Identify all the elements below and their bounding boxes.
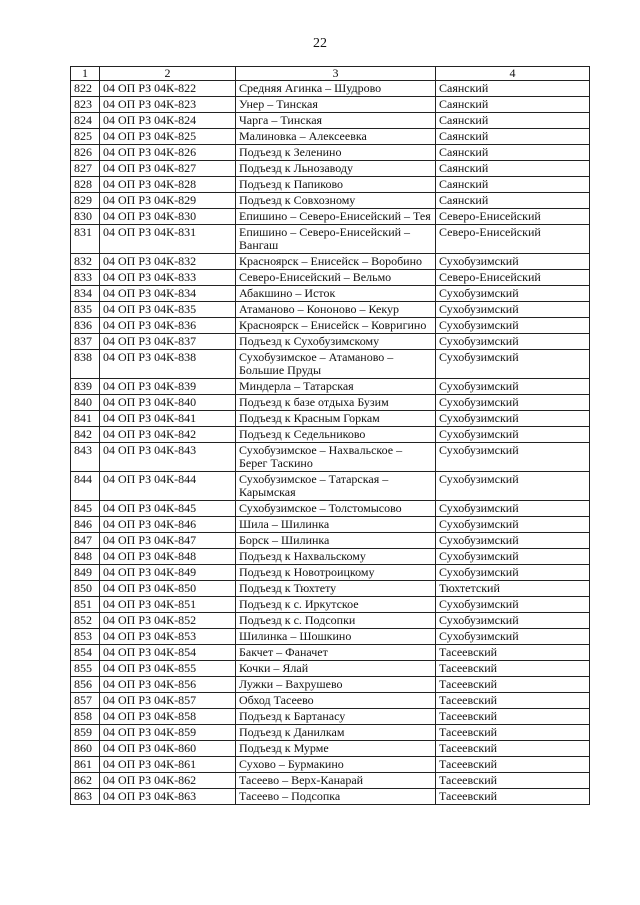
table-row	[71, 129, 590, 145]
district-cell: Сухобузимский	[436, 549, 590, 565]
row-number-cell: 830	[71, 209, 100, 225]
district-cell: Сухобузимский	[436, 517, 590, 533]
row-number-cell: 853	[71, 629, 100, 645]
road-code-cell: 04 ОП РЗ 04К-827	[100, 161, 236, 177]
district-cell: Сухобузимский	[436, 501, 590, 517]
row-number-cell: 828	[71, 177, 100, 193]
road-code-cell: 04 ОП РЗ 04К-851	[100, 597, 236, 613]
column-header-1: 1	[71, 67, 100, 81]
district-cell: Тасеевский	[436, 741, 590, 757]
table-row	[71, 302, 590, 318]
road-name-cell: Подъезд к Нахвальскому	[236, 549, 436, 565]
row-number-cell: 831	[71, 225, 100, 254]
row-number-cell: 846	[71, 517, 100, 533]
row-number-cell: 825	[71, 129, 100, 145]
road-name-cell: Подъезд к Красным Горкам	[236, 411, 436, 427]
road-name-cell: Подъезд к Новотроицкому	[236, 565, 436, 581]
table-row	[71, 286, 590, 302]
road-name-cell: Тасеево – Верх-Канарай	[236, 773, 436, 789]
district-cell: Саянский	[436, 145, 590, 161]
district-cell: Северо-Енисейский	[436, 270, 590, 286]
road-code-cell: 04 ОП РЗ 04К-856	[100, 677, 236, 693]
table-row	[71, 209, 590, 225]
district-cell: Северо-Енисейский	[436, 225, 590, 254]
road-code-cell: 04 ОП РЗ 04К-847	[100, 533, 236, 549]
row-number-cell: 824	[71, 113, 100, 129]
row-number-cell: 860	[71, 741, 100, 757]
district-cell: Саянский	[436, 113, 590, 129]
road-code-cell: 04 ОП РЗ 04К-849	[100, 565, 236, 581]
table-row	[71, 145, 590, 161]
road-code-cell: 04 ОП РЗ 04К-823	[100, 97, 236, 113]
row-number-cell: 850	[71, 581, 100, 597]
road-name-cell: Средняя Агинка – Шудрово	[236, 81, 436, 97]
road-name-cell: Подъезд к Зеленино	[236, 145, 436, 161]
district-cell: Сухобузимский	[436, 597, 590, 613]
row-number-cell: 854	[71, 645, 100, 661]
table-row	[71, 411, 590, 427]
row-number-cell: 857	[71, 693, 100, 709]
road-code-cell: 04 ОП РЗ 04К-840	[100, 395, 236, 411]
road-name-cell: Обход Тасеево	[236, 693, 436, 709]
road-code-cell: 04 ОП РЗ 04К-837	[100, 334, 236, 350]
district-cell: Саянский	[436, 161, 590, 177]
district-cell: Сухобузимский	[436, 350, 590, 379]
table-row	[71, 613, 590, 629]
road-name-cell: Кочки – Ялай	[236, 661, 436, 677]
road-name-cell: Чарга – Тинская	[236, 113, 436, 129]
district-cell: Саянский	[436, 193, 590, 209]
road-name-cell: Подъезд к Седельниково	[236, 427, 436, 443]
table-row	[71, 225, 590, 254]
road-name-cell: Тасеево – Подсопка	[236, 789, 436, 805]
road-code-cell: 04 ОП РЗ 04К-861	[100, 757, 236, 773]
road-code-cell: 04 ОП РЗ 04К-828	[100, 177, 236, 193]
road-code-cell: 04 ОП РЗ 04К-832	[100, 254, 236, 270]
row-number-cell: 827	[71, 161, 100, 177]
road-code-cell: 04 ОП РЗ 04К-836	[100, 318, 236, 334]
road-name-cell: Подъезд к Тюхтету	[236, 581, 436, 597]
row-number-cell: 849	[71, 565, 100, 581]
road-code-cell: 04 ОП РЗ 04К-835	[100, 302, 236, 318]
column-header-4: 4	[436, 67, 590, 81]
page-number: 22	[313, 36, 327, 51]
road-name-cell: Подъезд к с. Иркутское	[236, 597, 436, 613]
table-row	[71, 161, 590, 177]
table-row	[71, 757, 590, 773]
table-row	[71, 395, 590, 411]
district-cell: Тюхтетский	[436, 581, 590, 597]
road-name-cell: Сухобузимское – Татарская – Карымская	[236, 472, 436, 501]
table-row	[71, 629, 590, 645]
road-name-cell: Подъезд к Мурме	[236, 741, 436, 757]
road-code-cell: 04 ОП РЗ 04К-862	[100, 773, 236, 789]
table-row	[71, 725, 590, 741]
table-row	[71, 193, 590, 209]
road-name-cell: Шила – Шилинка	[236, 517, 436, 533]
road-code-cell: 04 ОП РЗ 04К-831	[100, 225, 236, 254]
road-name-cell: Подъезд к Данилкам	[236, 725, 436, 741]
district-cell: Тасеевский	[436, 773, 590, 789]
road-code-cell: 04 ОП РЗ 04К-855	[100, 661, 236, 677]
district-cell: Саянский	[436, 81, 590, 97]
table-row	[71, 379, 590, 395]
table-row	[71, 81, 590, 97]
table-row	[71, 709, 590, 725]
district-cell: Сухобузимский	[436, 565, 590, 581]
road-name-cell: Лужки – Вахрушево	[236, 677, 436, 693]
row-number-cell: 855	[71, 661, 100, 677]
road-code-cell: 04 ОП РЗ 04К-845	[100, 501, 236, 517]
road-code-cell: 04 ОП РЗ 04К-825	[100, 129, 236, 145]
district-cell: Сухобузимский	[436, 334, 590, 350]
row-number-cell: 851	[71, 597, 100, 613]
road-code-cell: 04 ОП РЗ 04К-858	[100, 709, 236, 725]
district-cell: Сухобузимский	[436, 395, 590, 411]
road-name-cell: Подъезд к Сухобузимскому	[236, 334, 436, 350]
table-row	[71, 254, 590, 270]
road-code-cell: 04 ОП РЗ 04К-822	[100, 81, 236, 97]
table-row	[71, 773, 590, 789]
road-name-cell: Подъезд к Совхозному	[236, 193, 436, 209]
road-code-cell: 04 ОП РЗ 04К-830	[100, 209, 236, 225]
table-row	[71, 533, 590, 549]
road-code-cell: 04 ОП РЗ 04К-850	[100, 581, 236, 597]
district-cell: Сухобузимский	[436, 379, 590, 395]
table-row	[71, 693, 590, 709]
table-row	[71, 318, 590, 334]
row-number-cell: 861	[71, 757, 100, 773]
road-name-cell: Подъезд к Бартанасу	[236, 709, 436, 725]
road-code-cell: 04 ОП РЗ 04К-826	[100, 145, 236, 161]
row-number-cell: 842	[71, 427, 100, 443]
table-row	[71, 350, 590, 379]
district-cell: Сухобузимский	[436, 427, 590, 443]
row-number-cell: 833	[71, 270, 100, 286]
road-name-cell: Епишино – Северо-Енисейский – Тея	[236, 209, 436, 225]
road-code-cell: 04 ОП РЗ 04К-829	[100, 193, 236, 209]
road-name-cell: Атаманово – Кононово – Кекур	[236, 302, 436, 318]
district-cell: Саянский	[436, 177, 590, 193]
district-cell: Тасеевский	[436, 709, 590, 725]
district-cell: Сухобузимский	[436, 254, 590, 270]
district-cell: Сухобузимский	[436, 533, 590, 549]
road-code-cell: 04 ОП РЗ 04К-839	[100, 379, 236, 395]
road-code-cell: 04 ОП РЗ 04К-844	[100, 472, 236, 501]
district-cell: Сухобузимский	[436, 443, 590, 472]
road-name-cell: Подъезд к Папиково	[236, 177, 436, 193]
road-code-cell: 04 ОП РЗ 04К-852	[100, 613, 236, 629]
row-number-cell: 852	[71, 613, 100, 629]
district-cell: Тасеевский	[436, 725, 590, 741]
column-header-2: 2	[100, 67, 236, 81]
district-cell: Сухобузимский	[436, 302, 590, 318]
road-name-cell: Красноярск – Енисейск – Ковригино	[236, 318, 436, 334]
table-row	[71, 177, 590, 193]
road-name-cell: Епишино – Северо-Енисейский – Вангаш	[236, 225, 436, 254]
road-name-cell: Красноярск – Енисейск – Воробино	[236, 254, 436, 270]
road-name-cell: Абакшино – Исток	[236, 286, 436, 302]
table-row	[71, 661, 590, 677]
table-header	[71, 67, 590, 81]
district-cell: Северо-Енисейский	[436, 209, 590, 225]
table-row	[71, 334, 590, 350]
district-cell: Сухобузимский	[436, 629, 590, 645]
road-code-cell: 04 ОП РЗ 04К-860	[100, 741, 236, 757]
table-row	[71, 113, 590, 129]
row-number-cell: 843	[71, 443, 100, 472]
road-code-cell: 04 ОП РЗ 04К-842	[100, 427, 236, 443]
district-cell: Саянский	[436, 97, 590, 113]
table-row	[71, 501, 590, 517]
road-code-cell: 04 ОП РЗ 04К-848	[100, 549, 236, 565]
table-row	[71, 741, 590, 757]
table-row	[71, 645, 590, 661]
road-registry-table	[70, 66, 590, 805]
table-row	[71, 549, 590, 565]
road-code-cell: 04 ОП РЗ 04К-854	[100, 645, 236, 661]
table-row	[71, 270, 590, 286]
road-code-cell: 04 ОП РЗ 04К-859	[100, 725, 236, 741]
road-name-cell: Подъезд к Льнозаводу	[236, 161, 436, 177]
road-name-cell: Подъезд к базе отдыха Бузим	[236, 395, 436, 411]
table-row	[71, 789, 590, 805]
row-number-cell: 829	[71, 193, 100, 209]
district-cell: Тасеевский	[436, 693, 590, 709]
road-name-cell: Сухобузимское – Атаманово – Большие Пруды	[236, 350, 436, 379]
row-number-cell: 832	[71, 254, 100, 270]
row-number-cell: 845	[71, 501, 100, 517]
road-code-cell: 04 ОП РЗ 04К-857	[100, 693, 236, 709]
road-code-cell: 04 ОП РЗ 04К-846	[100, 517, 236, 533]
row-number-cell: 840	[71, 395, 100, 411]
row-number-cell: 838	[71, 350, 100, 379]
district-cell: Сухобузимский	[436, 286, 590, 302]
table-row	[71, 581, 590, 597]
row-number-cell: 826	[71, 145, 100, 161]
road-code-cell: 04 ОП РЗ 04К-843	[100, 443, 236, 472]
road-name-cell: Сухобузимское – Нахвальское – Берег Таскино	[236, 443, 436, 472]
road-name-cell: Сухобузимское – Толстомысово	[236, 501, 436, 517]
row-number-cell: 823	[71, 97, 100, 113]
row-number-cell: 859	[71, 725, 100, 741]
table-row	[71, 677, 590, 693]
row-number-cell: 841	[71, 411, 100, 427]
row-number-cell: 862	[71, 773, 100, 789]
row-number-cell: 863	[71, 789, 100, 805]
road-name-cell: Малиновка – Алексеевка	[236, 129, 436, 145]
district-cell: Тасеевский	[436, 789, 590, 805]
road-code-cell: 04 ОП РЗ 04К-833	[100, 270, 236, 286]
road-code-cell: 04 ОП РЗ 04К-824	[100, 113, 236, 129]
road-name-cell: Бакчет – Фаначет	[236, 645, 436, 661]
road-name-cell: Подъезд к с. Подсопки	[236, 613, 436, 629]
table-row	[71, 517, 590, 533]
road-name-cell: Миндерла – Татарская	[236, 379, 436, 395]
row-number-cell: 822	[71, 81, 100, 97]
table-row	[71, 472, 590, 501]
column-header-3: 3	[236, 67, 436, 81]
road-code-cell: 04 ОП РЗ 04К-834	[100, 286, 236, 302]
row-number-cell: 856	[71, 677, 100, 693]
row-number-cell: 837	[71, 334, 100, 350]
district-cell: Сухобузимский	[436, 318, 590, 334]
row-number-cell: 858	[71, 709, 100, 725]
row-number-cell: 834	[71, 286, 100, 302]
table-row	[71, 597, 590, 613]
road-name-cell: Сухово – Бурмакино	[236, 757, 436, 773]
road-name-cell: Унер – Тинская	[236, 97, 436, 113]
district-cell: Сухобузимский	[436, 472, 590, 501]
table-row	[71, 565, 590, 581]
table-row	[71, 427, 590, 443]
district-cell: Тасеевский	[436, 677, 590, 693]
row-number-cell: 844	[71, 472, 100, 501]
district-cell: Тасеевский	[436, 661, 590, 677]
road-code-cell: 04 ОП РЗ 04К-841	[100, 411, 236, 427]
road-code-cell: 04 ОП РЗ 04К-863	[100, 789, 236, 805]
road-code-cell: 04 ОП РЗ 04К-853	[100, 629, 236, 645]
district-cell: Сухобузимский	[436, 411, 590, 427]
row-number-cell: 835	[71, 302, 100, 318]
row-number-cell: 848	[71, 549, 100, 565]
district-cell: Тасеевский	[436, 645, 590, 661]
road-name-cell: Шилинка – Шошкино	[236, 629, 436, 645]
row-number-cell: 836	[71, 318, 100, 334]
district-cell: Тасеевский	[436, 757, 590, 773]
district-cell: Саянский	[436, 129, 590, 145]
district-cell: Сухобузимский	[436, 613, 590, 629]
road-name-cell: Северо-Енисейский – Вельмо	[236, 270, 436, 286]
road-name-cell: Борск – Шилинка	[236, 533, 436, 549]
row-number-cell: 839	[71, 379, 100, 395]
table-body	[71, 81, 590, 805]
table-row	[71, 443, 590, 472]
road-code-cell: 04 ОП РЗ 04К-838	[100, 350, 236, 379]
row-number-cell: 847	[71, 533, 100, 549]
table-row	[71, 97, 590, 113]
